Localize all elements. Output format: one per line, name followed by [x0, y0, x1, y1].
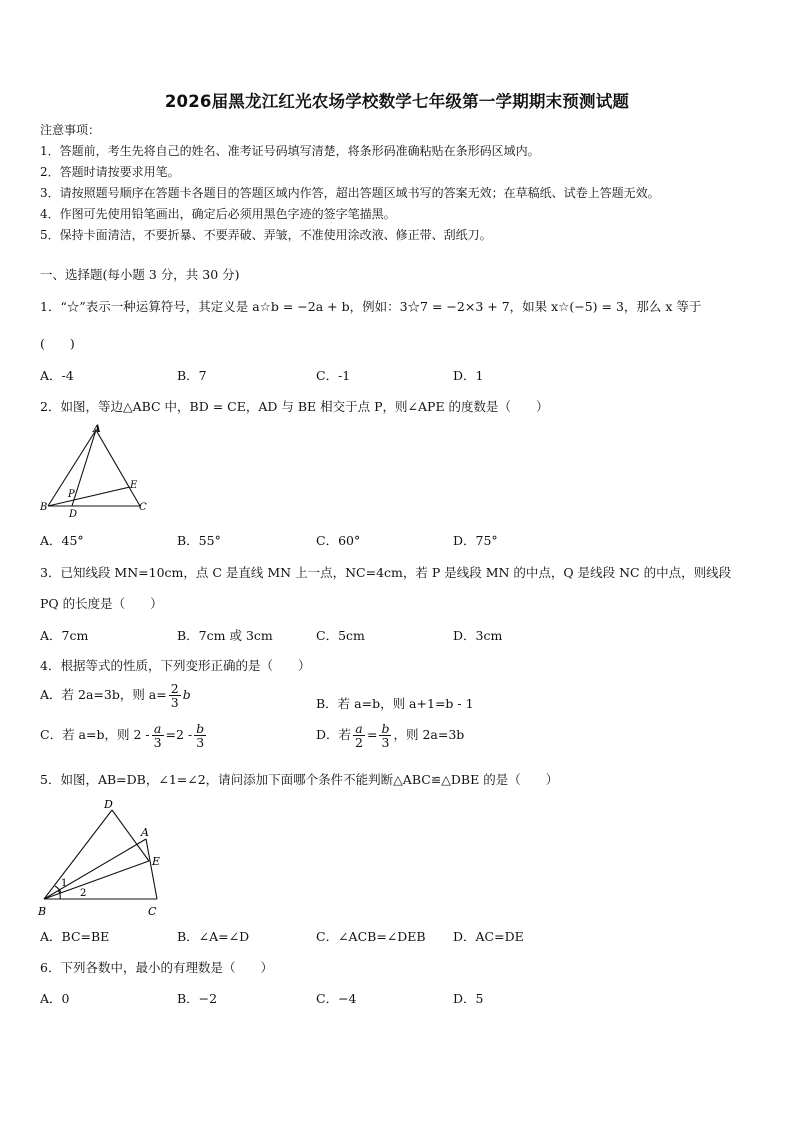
q4-option-d-tail: ，则 2a=3b: [393, 727, 465, 743]
notice-heading: 注意事项：: [40, 123, 101, 137]
q6-option-c: C．−4: [316, 991, 357, 1006]
q6-option-b: B．−2: [177, 991, 218, 1006]
q4-option-d-mid: =: [366, 727, 378, 743]
q4-option-c-mid: =2 -: [165, 727, 193, 743]
q6-option-d: D．5: [453, 991, 484, 1006]
notice-item: 1．答题前，考生先将自己的姓名、准考证号码填写清楚，将条形码准确粘贴在条形码区域内。: [40, 144, 540, 158]
q6-option-a: A．0: [40, 991, 70, 1006]
numerator: a: [353, 722, 365, 736]
edge-ac: [96, 430, 140, 506]
q2-option-d: D．75°: [453, 533, 498, 548]
q2-triangle-figure: [40, 420, 155, 520]
q4-option-a-tail: b: [182, 687, 191, 703]
notice-item: 3．请按照题号顺序在答题卡各题目的答题区域内作答，超出答题区域书写的答案无效；在草稿纸、试卷上答题无效。: [40, 186, 660, 200]
denominator: 3: [170, 695, 179, 711]
q2-option-a: A．45°: [40, 533, 84, 548]
denominator: 2: [355, 735, 363, 751]
q2-stem: 2．如图，等边△ABC 中，BD = CE，AD 与 BE 相交于点 P，则∠APE 的度数是（ ）: [40, 399, 549, 414]
numerator: b: [196, 721, 205, 736]
fraction: [379, 722, 391, 749]
q4-stem: 4．根据等式的性质，下列变形正确的是（ ）: [40, 658, 311, 673]
q5-stem: 5．如图，AB=DB，∠1=∠2，请问添加下面哪个条件不能判断△ABC≌△DBE 的是（ ）: [40, 772, 559, 787]
fraction: [169, 682, 181, 709]
q5-option-d: D．AC=DE: [453, 929, 524, 944]
notice-item: 5．保持卡面清洁，不要折暴、不要弄破、弄皱，不准使用涂改液、修正带、刮纸刀。: [40, 228, 492, 242]
label-angle-1: 1: [61, 878, 68, 889]
q3-option-a: A．7cm: [40, 628, 89, 643]
numerator: b: [381, 721, 390, 736]
label-d: D: [69, 509, 78, 520]
label-c: C: [148, 905, 157, 918]
denominator: 3: [153, 735, 162, 751]
label-b: B: [40, 502, 48, 513]
label-b: B: [38, 905, 47, 918]
q3-option-b: B．7cm 或 3cm: [177, 628, 273, 643]
label-angle-2: 2: [80, 888, 87, 899]
q2-option-b: B．55°: [177, 533, 221, 548]
q5-option-a: A．BC=BE: [40, 929, 110, 944]
notice-item: 2．答题时请按要求用笔。: [40, 165, 180, 179]
q3-line2: PQ 的长度是（ ）: [40, 596, 163, 611]
segment-bd: [44, 810, 112, 899]
q5-triangle-figure: [36, 794, 166, 918]
label-p: P: [68, 489, 75, 500]
q3-line1: 3．已知线段 MN=10cm，点 C 是直线 MN 上一点，NC=4cm，若 P 是线段 MN 的中点，Q 是线段 NC 的中点，则线段: [40, 565, 732, 580]
q4-option-c-text: C．若 a=b，则 2 -: [40, 727, 150, 743]
fraction: [194, 722, 206, 749]
q2-option-c: C．60°: [316, 533, 361, 548]
q1-stem: 1．“☆”表示一种运算符号，其定义是 a☆b = −2a + b，例如：3☆7 = −2×3 + 7，如果 x☆(−5) = 3，那么 x 等于: [40, 299, 702, 314]
q4-option-a: [40, 682, 191, 709]
q1-option-d: D．1: [453, 368, 484, 383]
page-title: 2026届黑龙江红光农场学校数学七年级第一学期期末预测试题: [164, 92, 630, 111]
notice-item: 4．作图可先使用铅笔画出，确定后必须用黑色字迹的签字笔描黑。: [40, 207, 396, 221]
fraction: [353, 722, 365, 749]
q5-option-c: C．∠ACB=∠DEB: [316, 929, 426, 944]
label-a: A: [93, 424, 101, 435]
label-c: C: [139, 502, 147, 513]
q4-option-c: [40, 722, 208, 749]
numerator: 2: [170, 681, 179, 696]
q1-option-c: C．-1: [316, 368, 351, 383]
q4-option-b: B．若 a=b，则 a+1=b - 1: [316, 696, 474, 711]
fraction: [152, 722, 164, 749]
label-e: E: [152, 855, 161, 868]
q4-option-d-text: D．若: [316, 727, 352, 743]
segment-ac: [146, 839, 157, 899]
label-e: E: [130, 480, 138, 491]
label-d: D: [104, 798, 113, 811]
q1-option-a: A．-4: [40, 368, 74, 383]
denominator: 3: [196, 735, 205, 751]
q3-option-d: D．3cm: [453, 628, 503, 643]
section-heading: 一、选择题(每小题 3 分，共 30 分): [40, 267, 240, 282]
q1-paren: ( ): [40, 336, 75, 351]
q5-option-b: B．∠A=∠D: [177, 929, 250, 944]
segment-be: [48, 487, 130, 506]
q4-option-a-text: A．若 2a=3b，则 a=: [40, 687, 167, 703]
q3-option-c: C．5cm: [316, 628, 365, 643]
q6-stem: 6．下列各数中，最小的有理数是（ ）: [40, 960, 273, 975]
label-a: A: [141, 826, 149, 839]
denominator: 3: [381, 735, 390, 751]
numerator: a: [152, 722, 164, 736]
q4-option-d: [316, 722, 464, 749]
segment-ad: [72, 430, 96, 506]
q1-option-b: B．7: [177, 368, 207, 383]
